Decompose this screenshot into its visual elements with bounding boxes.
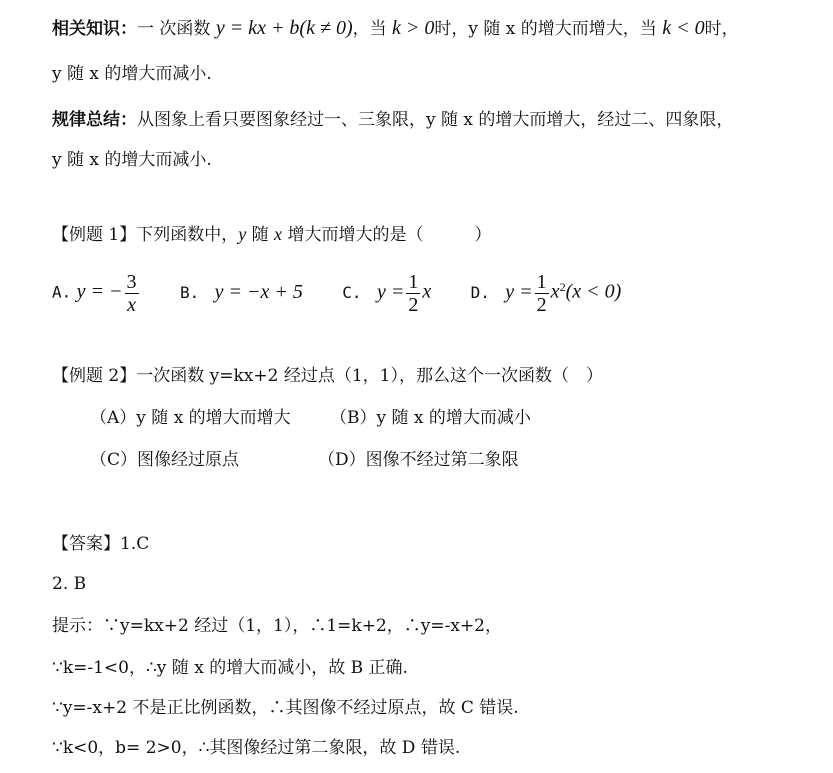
knowledge-text-b: ，当	[352, 19, 387, 39]
knowledge-line-2: y 随 x 的增大而减小.	[52, 64, 212, 84]
option-d-denominator: 2	[536, 293, 547, 316]
rule-text: 从图象上看只要图象经过一、三象限，y 随 x 的增大而增大，经过二、四象限，	[137, 110, 734, 130]
example2-option-b: （B）y 随 x 的增大而减小	[330, 408, 531, 428]
knowledge-text-a: 一 次函数	[137, 19, 211, 39]
option-c-fraction	[406, 271, 420, 316]
example1-heading	[52, 222, 491, 247]
example1-heading-mid: 随	[251, 225, 269, 245]
option-c-rhs: x	[422, 280, 432, 303]
option-d-lhs: y =	[505, 280, 533, 303]
option-c-lhs: y =	[376, 280, 405, 303]
option-c-numerator: 1	[408, 270, 419, 293]
answer-hint-1: 提示：∵y=kx+2 经过（1，1），∴1=k+2，∴y=-x+2，	[52, 616, 502, 636]
answer-hint-2: ∵k=-1<0，∴y 随 x 的增大而减小，故 B 正确.	[52, 658, 408, 678]
knowledge-label: 相关知识：	[52, 19, 137, 39]
option-a-label: A.	[52, 282, 72, 302]
answer-line-2: 2. B	[52, 574, 87, 594]
option-d-label: D.	[470, 282, 490, 302]
option-d-fraction	[535, 271, 549, 316]
option-d-cond: (x < 0)	[565, 280, 622, 303]
knowledge-cond-2: k < 0	[662, 17, 705, 39]
knowledge-text-d: 时，	[704, 19, 739, 39]
option-b-label: B.	[179, 282, 200, 302]
option-c-label: C.	[342, 282, 362, 302]
example2-heading: 【例题 2】一次函数 y=kx+2 经过点（1，1），那么这个一次函数（ ）	[52, 366, 603, 386]
knowledge-text-c: 时，y 随 x 的增大而增大，当	[434, 19, 657, 39]
answer-hint-4: ∵k<0，b= 2>0，∴其图像经过第二象限，故 D 错误.	[52, 738, 461, 758]
rule-line-1	[52, 108, 733, 132]
example1-heading-text: 【例题 1】下列函数中，	[52, 225, 239, 245]
example1-heading-x: x	[274, 224, 283, 244]
option-d-numerator: 1	[536, 270, 547, 293]
answer-hint-3: ∵y=-x+2 不是正比例函数，∴其图像不经过原点，故 C 错误.	[52, 698, 519, 718]
option-d-x: x	[550, 280, 560, 303]
example1-heading-y: y	[238, 224, 247, 244]
option-a-denominator: x	[127, 293, 136, 316]
example1-heading-end: 增大而增大的是（ ）	[287, 225, 492, 245]
rule-label: 规律总结：	[52, 110, 137, 130]
knowledge-formula: y = kx + b(k ≠ 0)	[215, 17, 353, 39]
option-a-numerator: 3	[126, 270, 137, 293]
knowledge-cond-1: k > 0	[392, 17, 435, 39]
example2-option-d: （D）图像不经过第二象限	[318, 450, 519, 470]
rule-line-2: y 随 x 的增大而减小.	[52, 150, 212, 170]
example2-option-a: （A）y 随 x 的增大而增大	[90, 408, 291, 428]
answer-line-1: 【答案】1.C	[52, 534, 150, 554]
example1-options	[52, 262, 621, 318]
option-a-fraction	[125, 271, 139, 316]
option-d-exponent: 2	[559, 280, 566, 294]
example2-option-c: （C）图像经过原点	[90, 450, 240, 470]
knowledge-line-1	[52, 16, 739, 41]
option-a-lhs: y = −	[76, 280, 123, 303]
option-b-expr: y = −x + 5	[214, 280, 303, 303]
option-c-denominator: 2	[408, 293, 419, 316]
